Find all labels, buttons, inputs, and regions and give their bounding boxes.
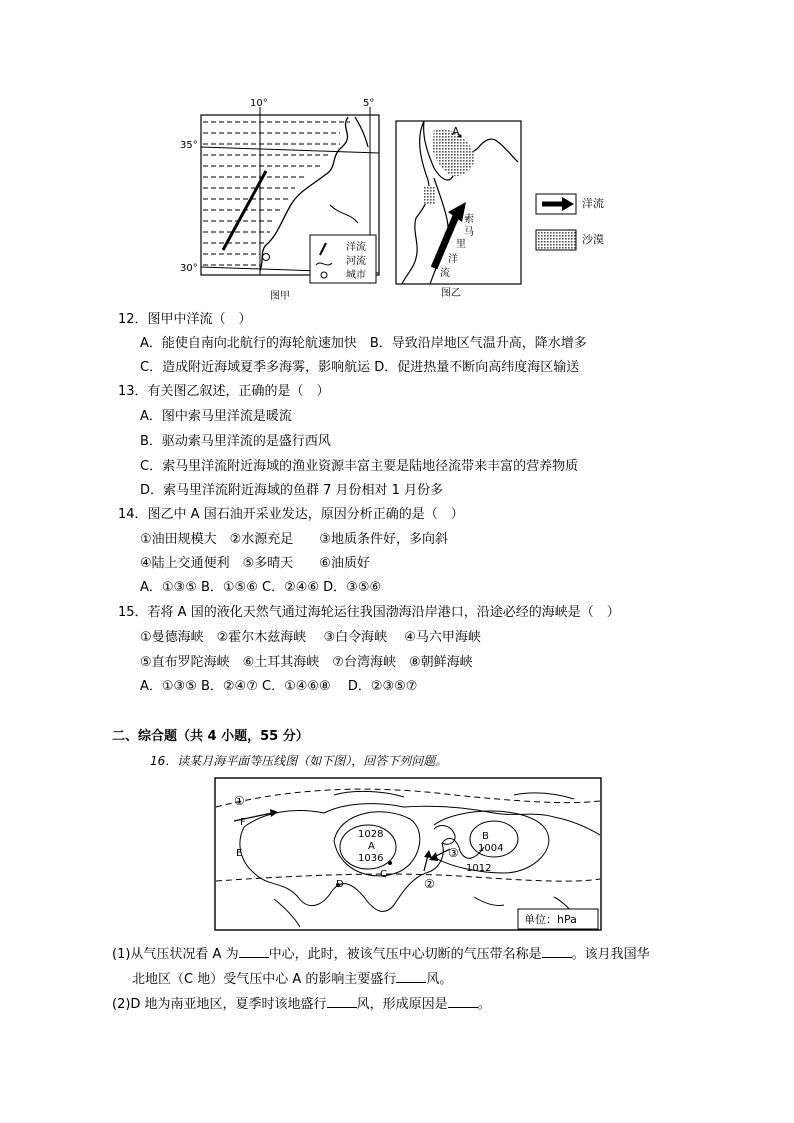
answer-blank-5[interactable] xyxy=(448,995,478,1008)
map-label-a: A xyxy=(368,841,375,852)
q16-sub1-text-c: 。该月我国华 xyxy=(571,947,650,962)
q15-row2: ⑤直布罗陀海峡 ⑥土耳其海峡 ⑦台湾海峡 ⑧朝鲜海峡 xyxy=(140,655,473,670)
figure-yi-map xyxy=(394,118,634,303)
fig-jia-legend-river: 河流 xyxy=(346,256,366,267)
section2-title: 二、综合题（共 4 小题，55 分） xyxy=(112,729,309,744)
fig-yi-current-2: 马 xyxy=(464,227,474,238)
answer-blank-3[interactable] xyxy=(396,970,426,983)
q14-options: A．①③⑤ B．①⑤⑥ C．②④⑥ D．③⑤⑥ xyxy=(140,580,382,595)
map-label-c3: ③ xyxy=(448,846,459,860)
q12-options-ab: A．能使自南向北航行的海轮航速加快 B．导致沿岸地区气温升高，降水增多 xyxy=(140,336,587,351)
q12-options-cd: C．造成附近海域夏季多海雾，影响航运 D．促进热量不断向高纬度海区输送 xyxy=(140,360,580,375)
map-label-p1012: 1012 xyxy=(466,863,492,874)
q16-sub1-text-e: 风。 xyxy=(426,972,453,987)
map-label-f: F xyxy=(240,817,246,828)
fig-yi-current-4: 洋 xyxy=(448,254,458,265)
fig-jia-lon-5: 5° xyxy=(363,98,375,109)
fig-yi-current-3: 里 xyxy=(456,239,466,250)
map-unit: 单位：hPa xyxy=(524,913,577,926)
q16-sub1-line1 xyxy=(112,945,650,963)
figure-yi xyxy=(394,118,634,303)
answer-blank-2[interactable] xyxy=(542,945,572,958)
q16-sub2-text-b: 风，形成原因是 xyxy=(356,997,448,1012)
fig-jia-lon-10: 10° xyxy=(250,98,268,109)
map-label-d: D xyxy=(336,879,344,890)
isobar-map-svg xyxy=(214,777,604,933)
fig-yi-label-a: A xyxy=(452,125,460,138)
map-label-c2: ② xyxy=(424,877,435,891)
fig-jia-legend-current: 洋流 xyxy=(346,242,366,253)
q16-stem: 16．读某月海平面等压线图（如下图），回答下列问题。 xyxy=(150,754,448,768)
answer-blank-4[interactable] xyxy=(327,995,357,1008)
fig-jia-caption: 图甲 xyxy=(270,291,290,302)
q13-stem: 13．有关图乙叙述，正确的是（ ） xyxy=(118,384,330,399)
q13-option-a: A．图中索马里洋流是暖流 xyxy=(140,409,292,424)
q14-row1: ①油田规模大 ②水源充足 ③地质条件好，多向斜 xyxy=(140,532,448,547)
map-label-p1004: 1004 xyxy=(478,843,504,854)
q16-sub1-text-b: 中心，此时，被该气压中心切断的气压带名称是 xyxy=(268,947,542,962)
map-label-p1028: 1028 xyxy=(358,829,384,840)
q15-options: A．①③⑤ B．②④⑦ C．①④⑥⑧ D．②③⑤⑦ xyxy=(140,679,418,694)
q16-sub1-line2 xyxy=(132,970,452,988)
figure-jia xyxy=(180,95,385,305)
q14-row2: ④陆上交通便利 ⑤多晴天 ⑥油质好 xyxy=(140,556,370,571)
map-label-c1: ① xyxy=(234,794,245,808)
q16-sub1-text-d: 北地区（C 地）受气压中心 A 的影响主要盛行 xyxy=(132,972,397,987)
fig-yi-legend-current: 洋流 xyxy=(582,197,604,210)
fig-jia-legend-city: 城市 xyxy=(346,270,366,281)
q13-option-d: D．索马里洋流附近海域的鱼群 7 月份相对 1 月份多 xyxy=(140,483,444,498)
fig-yi-caption: 图乙 xyxy=(441,288,461,299)
isobar-map xyxy=(214,777,604,933)
q15-row1: ①曼德海峡 ②霍尔木兹海峡 ③白令海峡 ④马六甲海峡 xyxy=(140,630,481,645)
answer-blank-1[interactable] xyxy=(239,945,269,958)
q16-sub2-text-a: (2)D 地为南亚地区，夏季时该地盛行 xyxy=(112,997,327,1012)
fig-yi-current-1: 索 xyxy=(464,214,474,225)
q13-option-b: B．驱动索马里洋流的是盛行西风 xyxy=(140,434,331,449)
fig-jia-lat-30: 30° xyxy=(180,263,198,274)
q16-sub1-text-a: (1)从气压状况看 A 为 xyxy=(112,947,239,962)
fig-jia-lat-35: 35° xyxy=(180,140,198,151)
map-label-p1036: 1036 xyxy=(358,853,384,864)
map-label-e: E xyxy=(236,848,243,859)
map-label-b: B xyxy=(482,831,489,842)
q12-stem: 12．图甲中洋流（ ） xyxy=(118,312,252,327)
q14-stem: 14．图乙中 A 国石油开采业发达，原因分析正确的是（ ） xyxy=(118,507,464,522)
fig-yi-current-5: 流 xyxy=(440,268,450,279)
q16-sub2-text-c: 。 xyxy=(477,997,491,1012)
fig-yi-legend-desert: 沙漠 xyxy=(582,233,604,246)
map-label-c: C xyxy=(380,869,387,880)
q13-option-c: C．索马里洋流附近海域的渔业资源丰富主要是陆地径流带来丰富的营养物质 xyxy=(140,459,579,474)
q16-sub2 xyxy=(112,995,491,1013)
q15-stem: 15．若将 A 国的液化天然气通过海轮运往我国渤海沿岸港口，沿途必经的海峡是（ ） xyxy=(118,605,620,620)
